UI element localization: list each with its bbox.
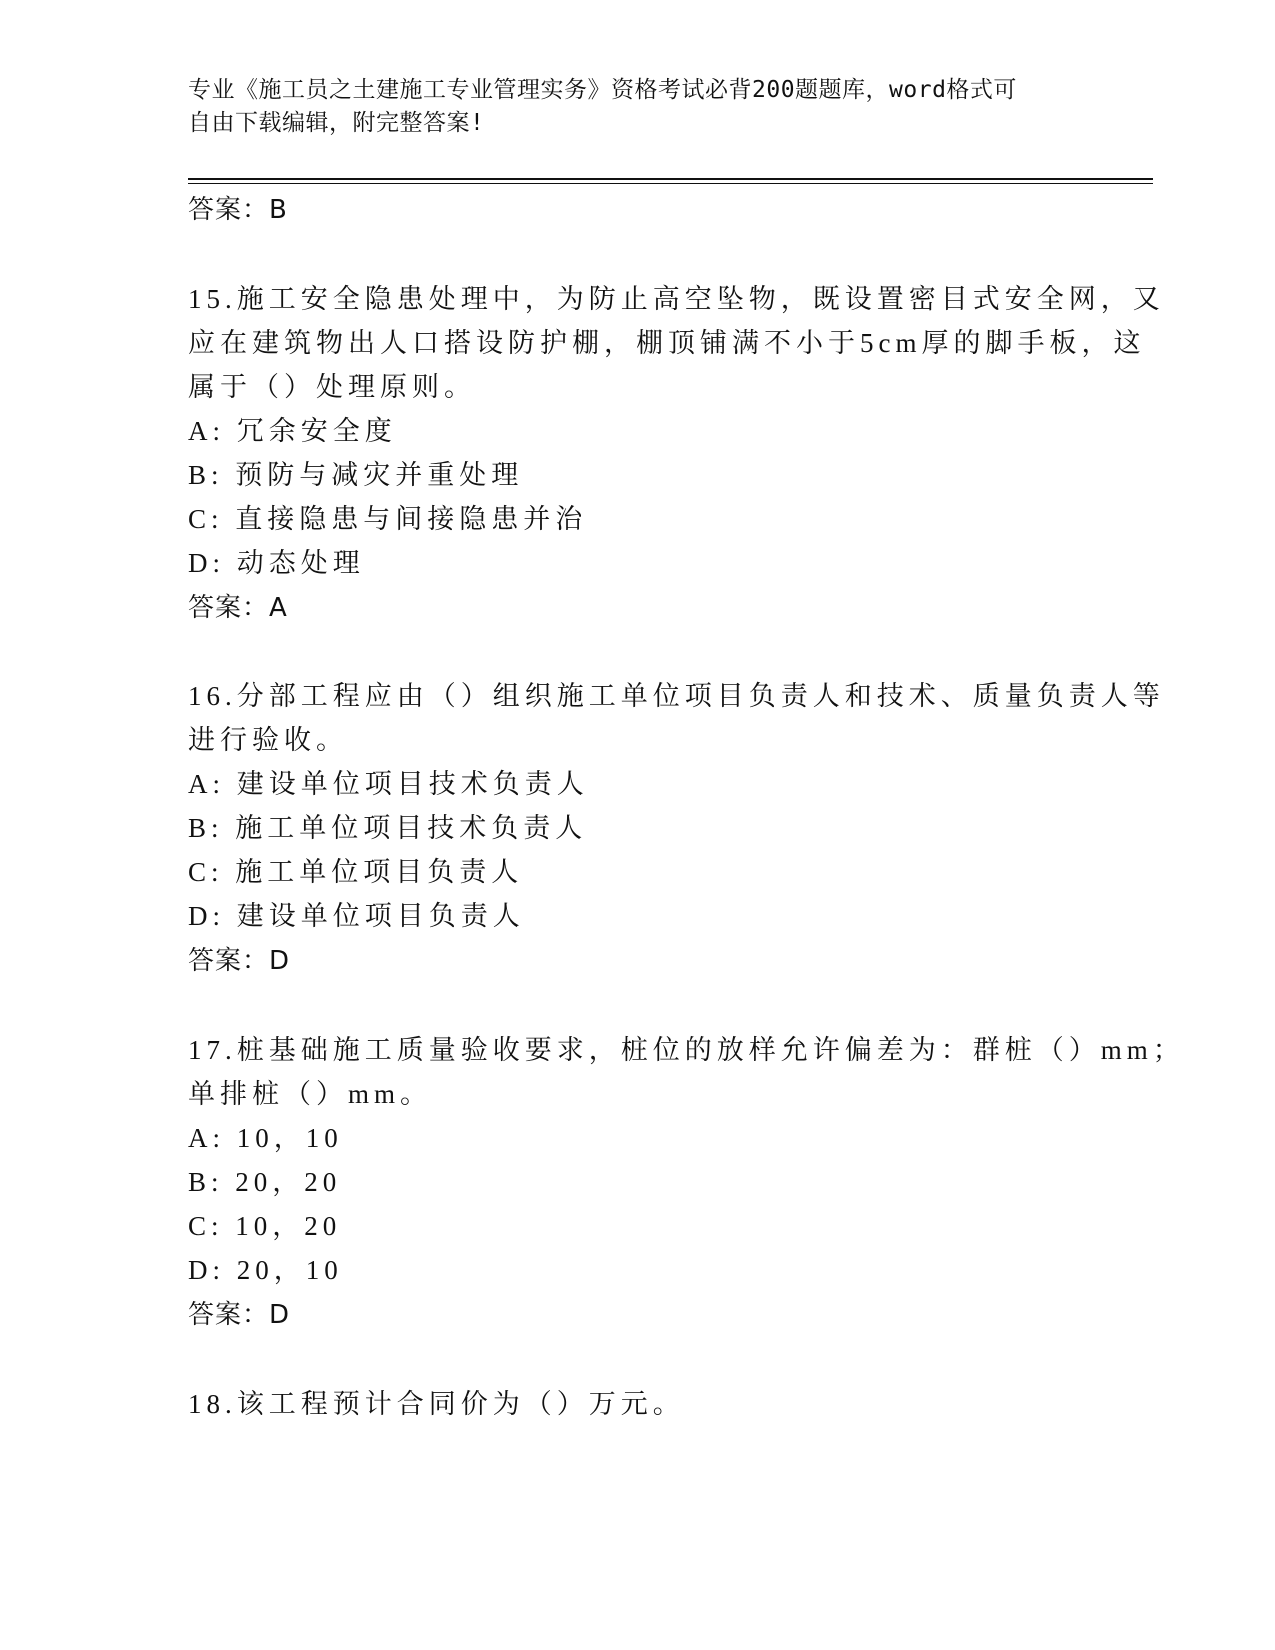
header-line-1: 专业《施工员之土建施工专业管理实务》资格考试必背200题题库，word格式可 [188, 77, 1017, 103]
question-text-line: 15.施工安全隐患处理中，为防止高空坠物，既设置密目式安全网，又 [188, 284, 1165, 314]
header-divider-thin [188, 183, 1153, 184]
option-b: B: 预防与减灾并重处理 [188, 460, 524, 490]
answer-line: 答案：A [188, 593, 288, 623]
option-d: D: 动态处理 [188, 548, 365, 578]
header-line-2: 自由下载编辑，附完整答案! [188, 110, 485, 136]
question-text-line: 单排桩（）mm。 [188, 1079, 433, 1109]
question-text-line: 进行验收。 [188, 725, 348, 755]
answer-line: 答案：D [188, 1300, 291, 1330]
option-c: C: 10，20 [188, 1211, 342, 1241]
option-b: B: 施工单位项目技术负责人 [188, 813, 588, 843]
option-d: D: 建设单位项目负责人 [188, 901, 525, 931]
question-text-line: 18.该工程预计合同价为（）万元。 [188, 1389, 685, 1419]
option-c: C: 直接隐患与间接隐患并治 [188, 504, 588, 534]
header-divider [188, 178, 1153, 180]
answer-line: 答案：B [188, 195, 288, 225]
question-text-line: 17.桩基础施工质量验收要求，桩位的放样允许偏差为：群桩（）mm； [188, 1035, 1185, 1065]
answer-line: 答案：D [188, 946, 291, 976]
option-a: A: 建设单位项目技术负责人 [188, 769, 589, 799]
option-b: B: 20，20 [188, 1167, 342, 1197]
option-d: D: 20，10 [188, 1255, 343, 1285]
question-text-line: 16.分部工程应由（）组织施工单位项目负责人和技术、质量负责人等 [188, 681, 1165, 711]
document-header [188, 74, 1088, 140]
option-a: A: 冗余安全度 [188, 416, 397, 446]
question-text-line: 应在建筑物出人口搭设防护棚，棚顶铺满不小于5cm厚的脚手板，这 [188, 328, 1146, 358]
question-text-line: 属于（）处理原则。 [188, 372, 476, 402]
option-c: C: 施工单位项目负责人 [188, 857, 524, 887]
option-a: A: 10，10 [188, 1123, 343, 1153]
